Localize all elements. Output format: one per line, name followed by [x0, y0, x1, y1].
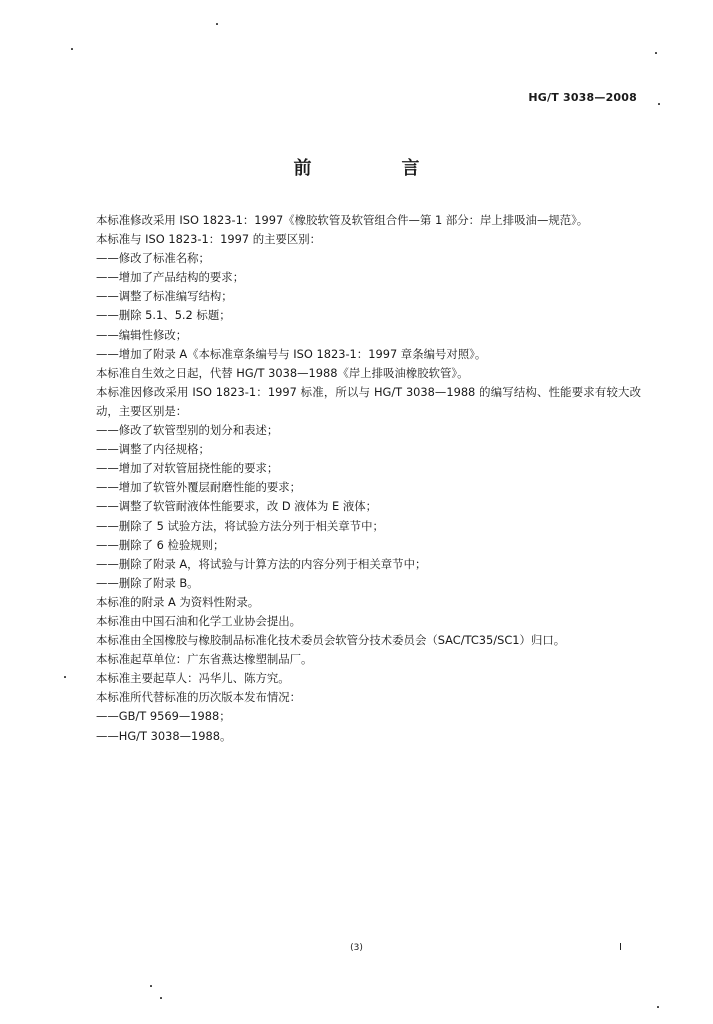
paragraph: 本标准的附录 A 为资料性附录。 [96, 594, 260, 609]
edge-mark: I [619, 942, 622, 953]
paragraph: 本标准因修改采用 ISO 1823-1：1997 标准，所以与 HG/T 3038—1988 的编写结构、性能要求有较大改动，主要区别是： [96, 384, 641, 418]
list-item: ——调整了标准编写结构； [96, 289, 233, 304]
paragraph: 本标准自生效之日起，代替 HG/T 3038—1988《岸上排吸油橡胶软管》。 [96, 365, 469, 380]
list-item: ——删除 5.1、5.2 标题； [96, 308, 231, 323]
preface-body [96, 211, 641, 746]
scan-speck [655, 52, 657, 54]
list-item: ——调整了内径规格； [96, 442, 210, 457]
list-item: ——修改了标准名称； [96, 251, 210, 266]
standard-code: HG/T 3038—2008 [528, 91, 637, 104]
list-item: ——增加了附录 A《本标准章条编号与 ISO 1823-1：1997 章条编号对照》。 [96, 346, 487, 361]
paragraph: 本标准由全国橡胶与橡胶制品标准化技术委员会软管分技术委员会（SAC/TC35/SC1）归口。 [96, 633, 566, 648]
scan-speck [150, 985, 152, 987]
scan-speck [71, 48, 73, 50]
scan-speck [160, 997, 162, 999]
paragraph: 本标准所代替标准的历次版本发布情况： [96, 690, 302, 705]
list-item: ——删除了 6 检验规则； [96, 537, 225, 552]
paragraph: 本标准由中国石油和化学工业协会提出。 [96, 613, 302, 628]
list-item: ——HG/T 3038—1988。 [96, 728, 232, 743]
list-item: ——删除了附录 A，将试验与计算方法的内容分列于相关章节中； [96, 556, 427, 571]
page-title: 前 言 [293, 158, 456, 179]
scan-speck [216, 23, 218, 25]
list-item: ——调整了软管耐液体性能要求，改 D 液体为 E 液体； [96, 499, 378, 514]
scan-speck [657, 1006, 659, 1008]
page-number: (3) [350, 943, 363, 953]
list-item: ——修改了软管型别的划分和表述； [96, 423, 279, 438]
list-item: ——增加了对软管屈挠性能的要求； [96, 461, 279, 476]
list-item: ——删除了 5 试验方法，将试验方法分列于相关章节中； [96, 518, 384, 533]
paragraph: 本标准修改采用 ISO 1823-1：1997《橡胶软管及软管组合件—第 1 部分：岸上排吸油—规范》。 [96, 213, 589, 227]
list-item: ——GB/T 9569—1988； [96, 709, 231, 724]
list-item: ——删除了附录 B。 [96, 575, 199, 590]
paragraph: 本标准起草单位：广东省燕达橡塑制品厂。 [96, 652, 313, 667]
scan-speck [64, 676, 66, 678]
list-item: ——增加了软管外覆层耐磨性能的要求； [96, 480, 302, 495]
paragraph: 本标准主要起草人：冯华儿、陈方究。 [96, 671, 290, 686]
list-item: ——增加了产品结构的要求； [96, 270, 245, 285]
paragraph: 本标准与 ISO 1823-1：1997 的主要区别： [96, 232, 322, 247]
list-item: ——编辑性修改； [96, 327, 188, 342]
scan-speck [658, 103, 660, 105]
